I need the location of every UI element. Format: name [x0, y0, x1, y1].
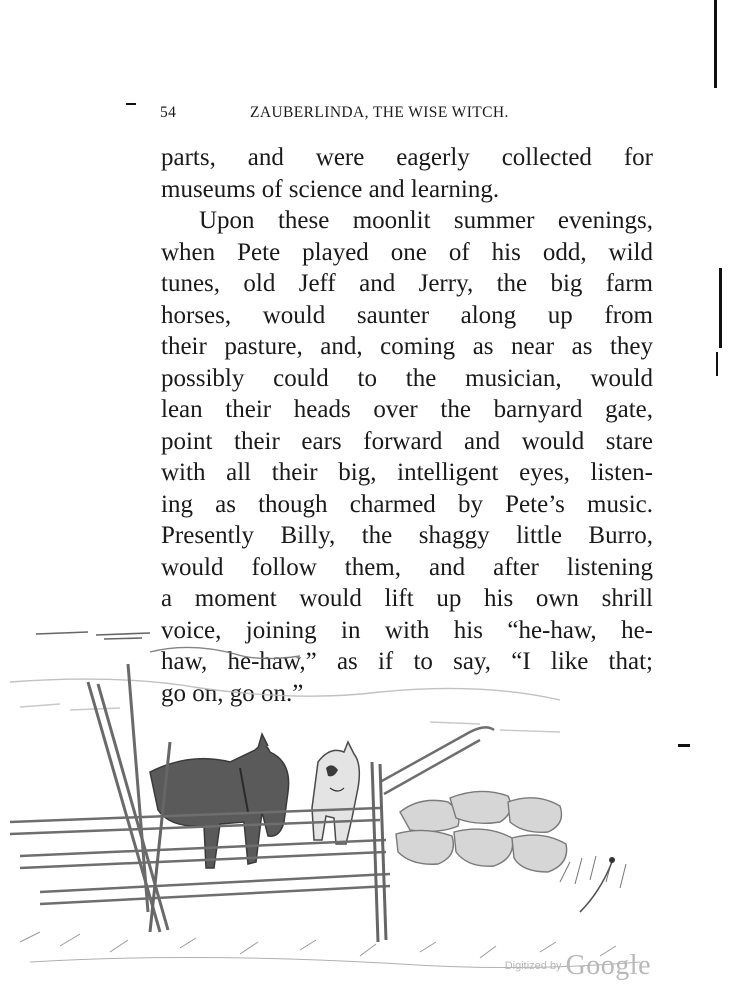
text-line: ing as though charmed by Pete’s music.: [161, 490, 653, 518]
text-line: haw, he-haw,” as if to say, “I like that;: [161, 648, 653, 675]
text-line: with all their big, intelligent eyes, listen-: [161, 459, 653, 486]
text-line: horses, would saunter along up from: [161, 301, 653, 329]
text-line: their pasture, and, coming as near as they: [161, 333, 653, 360]
text-line: Upon these moonlit summer evenings,: [199, 207, 653, 234]
scan-artifact-right-edge-2: [719, 268, 722, 348]
scan-artifact-right-edge: [714, 0, 717, 88]
text-line: lean their heads over the barnyard gate,: [161, 396, 653, 423]
scan-artifact-left-dash: [126, 103, 136, 105]
running-head: [160, 104, 652, 126]
text-line: go on, go on.”: [161, 679, 304, 707]
light-horse: [312, 742, 359, 844]
text-line: when Pete played one of his odd, wild: [161, 238, 653, 266]
text-line: point their ears forward and would stare: [161, 427, 653, 455]
page-number: 54: [160, 104, 177, 121]
google-logo: Google: [565, 950, 651, 981]
text-line: tunes, old Jeff and Jerry, the big farm: [161, 270, 653, 297]
text-line: a moment would lift up his own shrill: [161, 585, 653, 612]
horses-at-fence-illustration: [0, 612, 739, 1000]
scan-artifact-right-edge-3: [716, 352, 718, 376]
text-line: voice, joining in with his “he-haw, he-: [161, 616, 653, 644]
digitized-by-google-watermark: [505, 950, 651, 982]
text-line: would follow them, and after listening: [161, 553, 653, 581]
text-line: parts, and were eagerly collected for: [161, 144, 653, 171]
text-line: museums of science and learning.: [161, 175, 500, 203]
watermark-prefix: Digitized by: [504, 960, 562, 972]
chapter-running-title: ZAUBERLINDA, THE WISE WITCH.: [250, 104, 509, 121]
text-line: possibly could to the musician, would: [161, 364, 653, 392]
text-line: Presently Billy, the shaggy little Burro,: [161, 522, 653, 549]
